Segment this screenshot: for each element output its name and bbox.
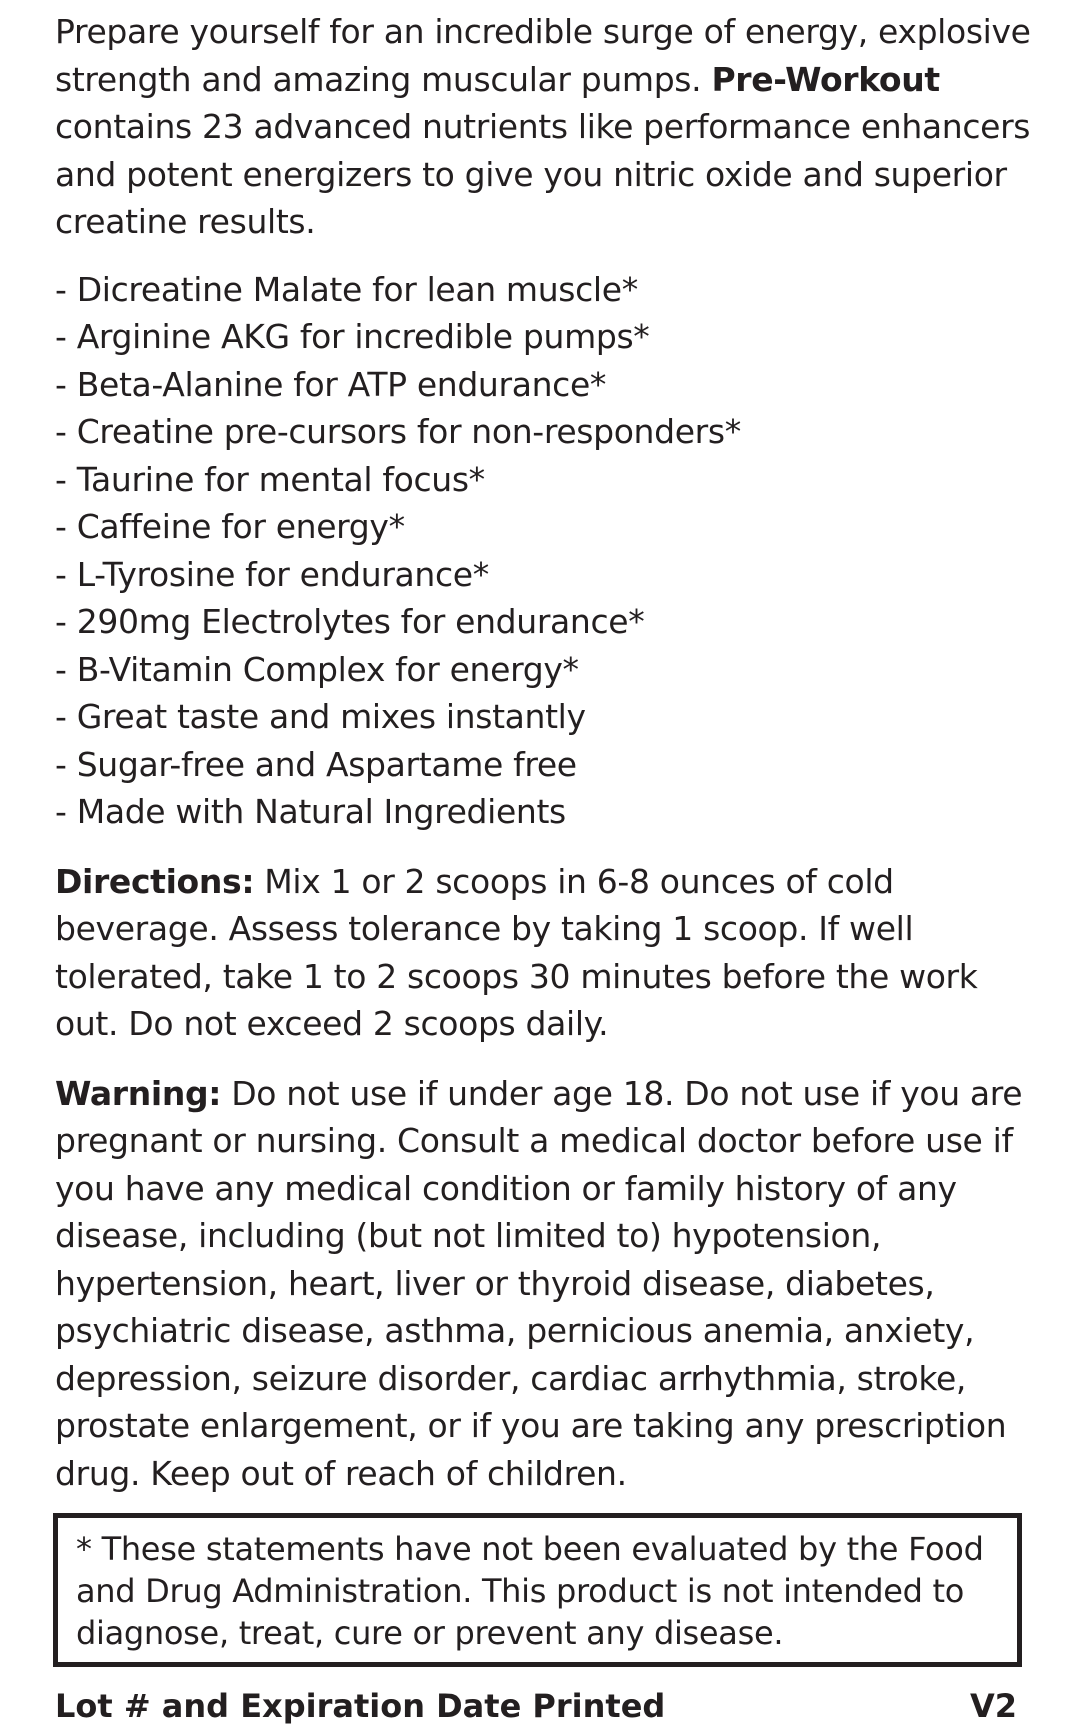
directions-label: Directions: [55,861,255,901]
label-footer [55,1686,1045,1726]
label-text-panel [55,8,1045,1521]
directions-paragraph [55,858,1045,1048]
benefit-item: - Arginine AKG for incredible pumps* [55,317,650,356]
benefit-item: - Made with Natural Ingredients [55,792,566,831]
warning-paragraph [55,1070,1045,1498]
intro-text-after: contains 23 advanced nutrients like performance enhancers and potent energizers to give you nitric oxide and superior creatine results. [55,107,1031,241]
product-intro [55,8,1045,246]
fda-disclaimer-text: * These statements have not been evaluated by the Food and Drug Administration. This product is not intended to diagnose, treat, cure or prevent any disease. [76,1530,984,1652]
intro-text-before: Prepare yourself for an incredible surge of energy, explosive strength and amazing muscular pumps. [55,12,1031,99]
lot-expiration-text: Lot # and Expiration Date Printed [55,1687,666,1725]
version-code: V2 [969,1687,1017,1725]
benefit-item: - 290mg Electrolytes for endurance* [55,602,645,641]
fda-disclaimer-box [53,1513,1022,1667]
benefit-item: - Great taste and mixes instantly [55,697,586,736]
benefit-item: - Caffeine for energy* [55,507,405,546]
benefit-item: - Creatine pre-cursors for non-responders* [55,412,741,451]
benefit-item: - Beta-Alanine for ATP endurance* [55,364,607,404]
benefit-item: - B-Vitamin Complex for energy* [55,649,579,689]
benefit-item: - L-Tyrosine for endurance* [55,554,489,594]
warning-label: Warning: [55,1073,222,1113]
benefit-item: - Taurine for mental focus* [55,459,485,499]
directions-text: Mix 1 or 2 scoops in 6-8 ounces of cold beverage. Assess tolerance by taking 1 scoop. If well tolerated, take 1 to 2 scoops 30 minutes before the work out. Do not exceed 2 scoops daily. [55,861,978,1043]
warning-text: Do not use if under age 18. Do not use if you are pregnant or nursing. Consult a medical doctor before use if you have any medical condition or family history of any disease, including (but not limited to) hypotension, hypertension, heart, liver or thyroid disease, diabetes, psychiatric disease, asthma, pernicious anemia, anxiety, depression, seizure disorder, cardiac arrhythmia, stroke, prostate enlargement, or if you are taking any prescription drug. Keep out of reach of children. [55,1073,1023,1493]
benefit-item: - Dicreatine Malate for lean muscle* [55,269,638,309]
benefits-list [55,266,1045,836]
benefit-item: - Sugar-free and Aspartame free [55,744,577,784]
product-name: Pre-Workout [711,59,940,99]
